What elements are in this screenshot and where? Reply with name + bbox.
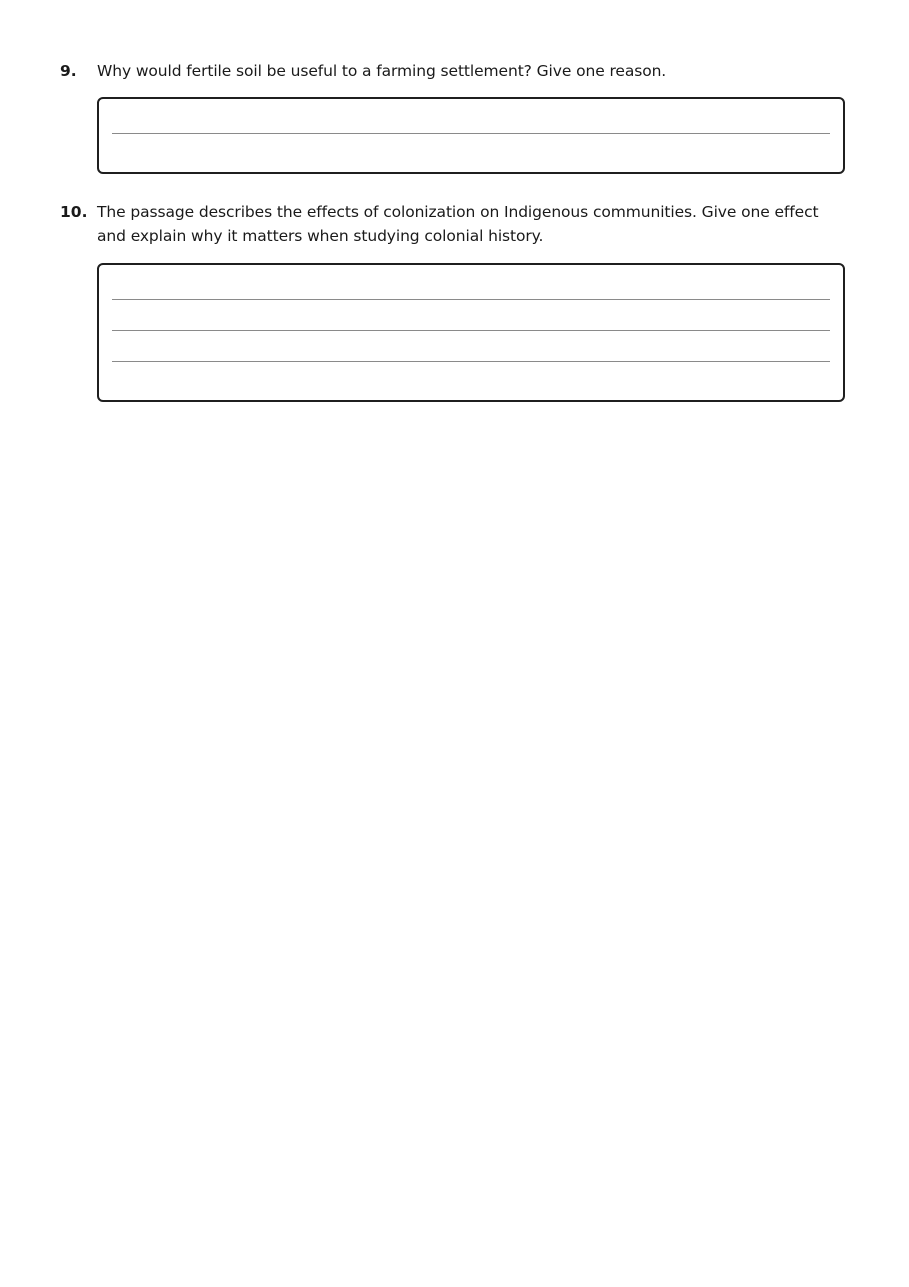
answer-box-9[interactable] [97, 97, 845, 174]
answer-line [112, 133, 830, 134]
question-number: 9. [60, 62, 77, 80]
question-text: Why would fertile soil be useful to a farming settlement? Give one reason. [97, 62, 667, 80]
answer-line [112, 361, 830, 362]
answer-line [112, 330, 830, 331]
question-10-header [60, 200, 850, 248]
question-9 [60, 59, 850, 174]
question-number: 10. [60, 203, 88, 221]
answer-line [112, 299, 830, 300]
question-text: The passage describes the effects of colonization on Indigenous communities. Give one effect and explain why it matters when studying colonial history. [97, 203, 819, 245]
question-10 [60, 200, 850, 402]
answer-box-10[interactable] [97, 263, 845, 402]
question-9-header [60, 59, 850, 83]
